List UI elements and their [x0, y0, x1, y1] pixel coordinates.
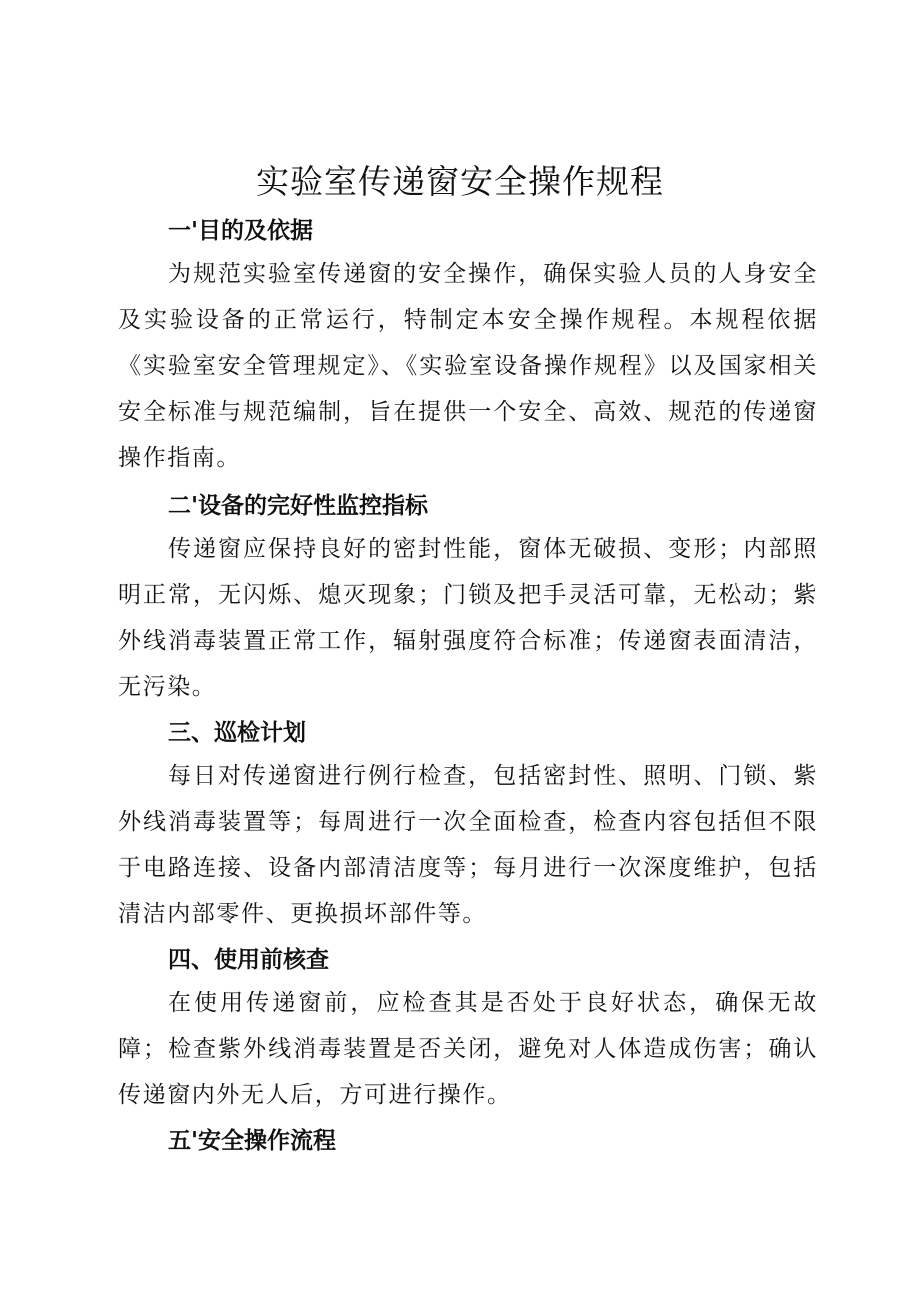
section-heading-inspection: 三、巡检计划: [168, 720, 306, 746]
section-heading-pre-use-check: 四、使用前核查: [168, 947, 329, 973]
section-heading-monitoring: 二'设备的完好性监控指标: [168, 493, 429, 519]
section-body-pre-use-check: 在使用传递窗前，应检查其是否处于良好状态，确保无故障；检查紫外线消毒装置是否关闭，避免对人体造成伤害；确认传递窗内外无人后，方可进行操作。: [118, 990, 818, 1108]
section-heading-purpose: 一'目的及依据: [168, 218, 314, 244]
section-body-inspection: 每日对传递窗进行例行检查，包括密封性、照明、门锁、紫外线消毒装置等；每周进行一次全面检查，检查内容包括但不限于电路连接、设备内部清洁度等；每月进行一次深度维护，包括清洁内部零件、更换损坏部件等。: [118, 763, 818, 927]
section-heading-operation-procedure: 五'安全操作流程: [168, 1128, 337, 1154]
section-body-monitoring: 传递窗应保持良好的密封性能，窗体无破损、变形；内部照明正常，无闪烁、熄灭现象；门锁及把手灵活可靠，无松动；紫外线消毒装置正常工作，辐射强度符合标准；传递窗表面清洁，无污染。: [118, 536, 818, 700]
document-title: 实验室传递窗安全操作规程: [256, 162, 664, 201]
section-body-purpose: 为规范实验室传递窗的安全操作，确保实验人员的人身安全及实验设备的正常运行，特制定本安全操作规程。本规程依据《实验室安全管理规定》、《实验室设备操作规程》以及国家相关安全标准与规范编制，旨在提供一个安全、高效、规范的传递窗操作指南。: [118, 261, 818, 471]
